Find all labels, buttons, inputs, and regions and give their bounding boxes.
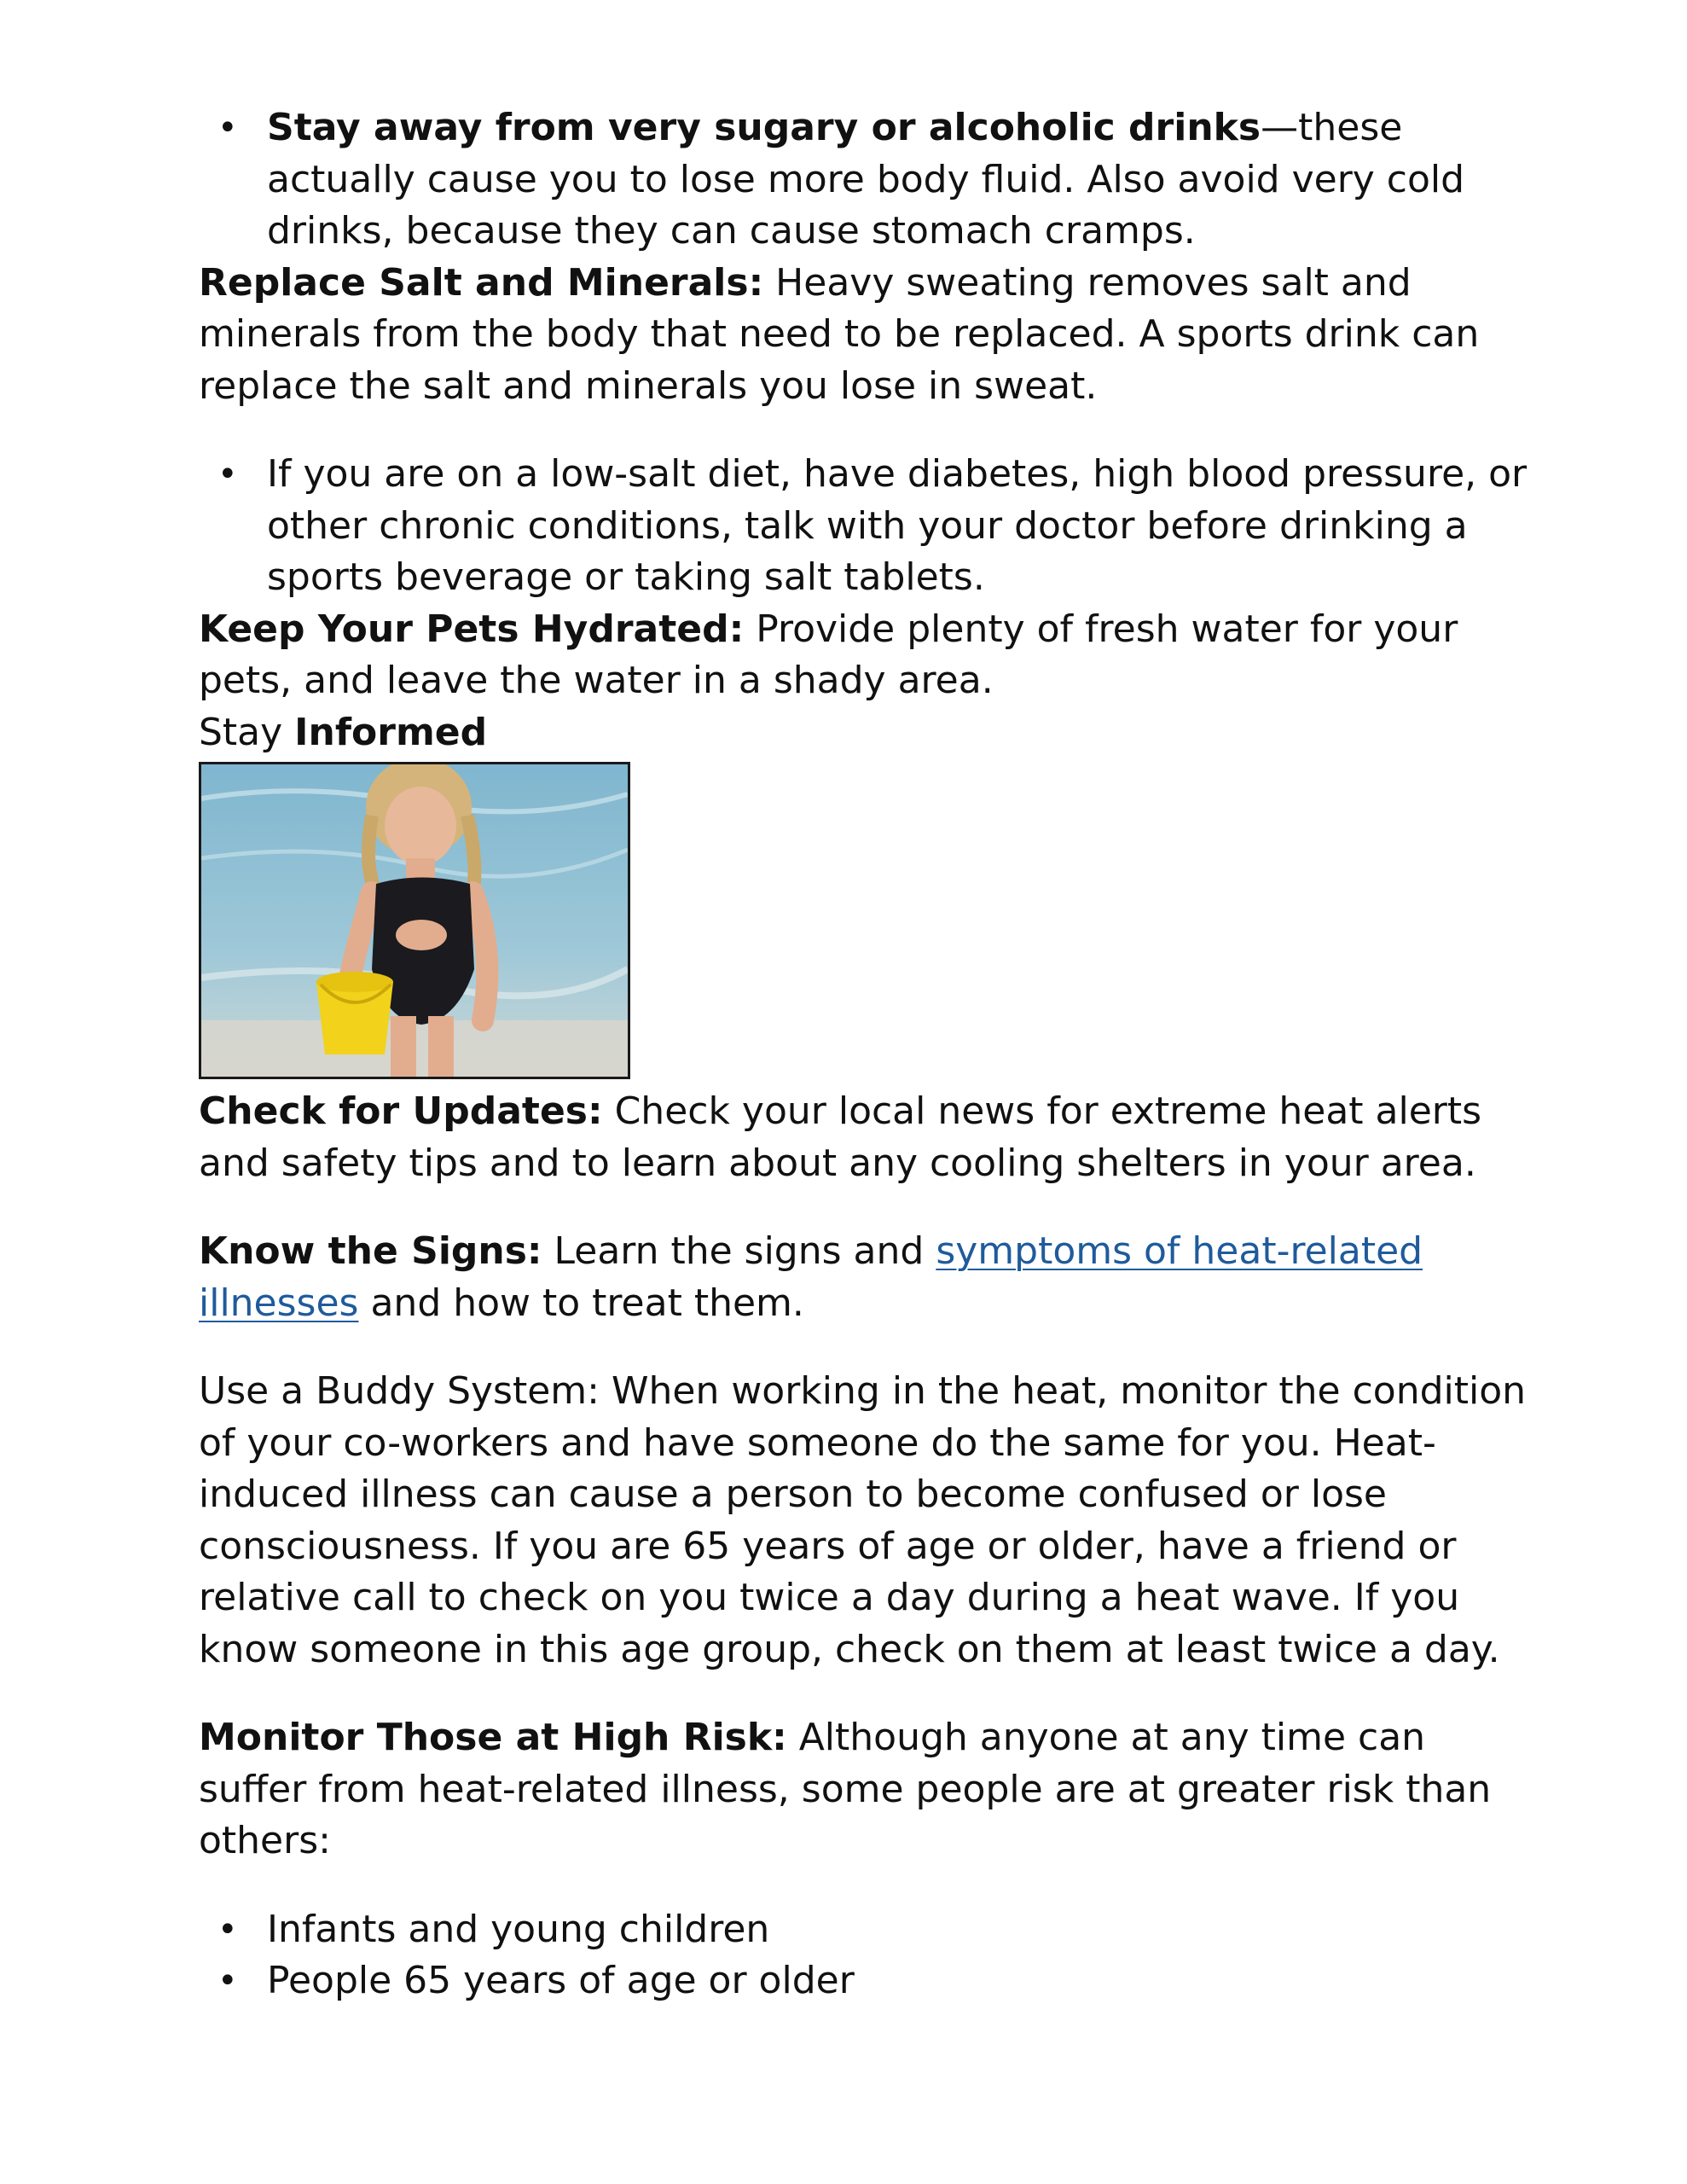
pets-heading: Keep Your Pets Hydrated: [199, 607, 745, 651]
low-salt-text: If you are on a low-salt diet, have diabetes, high blood pressure, or other chronic conditions, talk with your doctor before drinking a sports beverage or taking salt tablets. [267, 452, 1528, 599]
heat-illness-symptoms-link[interactable]: symptoms of heat-related illnesses [199, 1229, 1423, 1325]
signs-text-after: and how to treat them. [358, 1281, 804, 1325]
high-risk-heading: Monitor Those at High Risk: [199, 1716, 787, 1759]
pets-text: Provide plenty of fresh water for your pets, and leave the water in a shady area. [199, 607, 1458, 702]
sugary-drinks-text: —these actually cause you to lose more body fluid. Also avoid very cold drinks, because they can cause stomach cramps. [267, 106, 1465, 253]
stay-informed-heading [199, 707, 1529, 759]
child-beach-photo [199, 762, 630, 1079]
list-item-sugary-drinks [199, 102, 1529, 258]
signs-heading: Know the Signs: [199, 1229, 542, 1273]
sugary-drinks-bold: Stay away from very sugary or alcoholic drinks [267, 106, 1261, 149]
stay-informed-bold: Informed [294, 710, 488, 754]
list-item-low-salt [199, 449, 1529, 604]
buddy-system-paragraph [199, 1366, 1529, 1676]
updates-paragraph [199, 1086, 1529, 1189]
pets-paragraph [199, 604, 1529, 707]
child-beach-illustration [201, 764, 628, 1077]
list-item: • Infants and young children [199, 1904, 1529, 1956]
high-risk-text: Although anyone at any time can suffer from heat-related illness, some people are at greater risk than others: [199, 1716, 1492, 1862]
list-item: • People 65 years of age or older [199, 1955, 1529, 2007]
replace-salt-heading: Replace Salt and Minerals: [199, 260, 764, 305]
updates-text: Check your local news for extreme heat alerts and safety tips and to learn about any cooling shelters in your area. [199, 1089, 1482, 1185]
high-risk-list [199, 1904, 1529, 2007]
replace-salt-paragraph [199, 258, 1529, 413]
signs-text-before: Learn the signs and [542, 1229, 936, 1273]
stay-informed-plain: Stay [199, 710, 295, 754]
high-risk-paragraph [199, 1712, 1529, 1867]
buddy-system-text: Use a Buddy System: When working in the heat, monitor the condition of your co-workers and have someone do the same for you. Heat-induced illness can cause a person to become confused or lose consciousness. If you are 65 years of age or older, have a friend or relative call to check on you twice a day during a heat wave. If you know someone in this age group, check on them at least twice a day. [199, 1369, 1527, 1671]
replace-salt-text: Heavy sweating removes salt and minerals from the body that need to be replaced. A sports drink can replace the salt and minerals you lose in sweat. [199, 260, 1480, 408]
signs-paragraph [199, 1226, 1529, 1329]
updates-heading: Check for Updates: [199, 1089, 603, 1133]
document-page [199, 0, 1529, 2007]
